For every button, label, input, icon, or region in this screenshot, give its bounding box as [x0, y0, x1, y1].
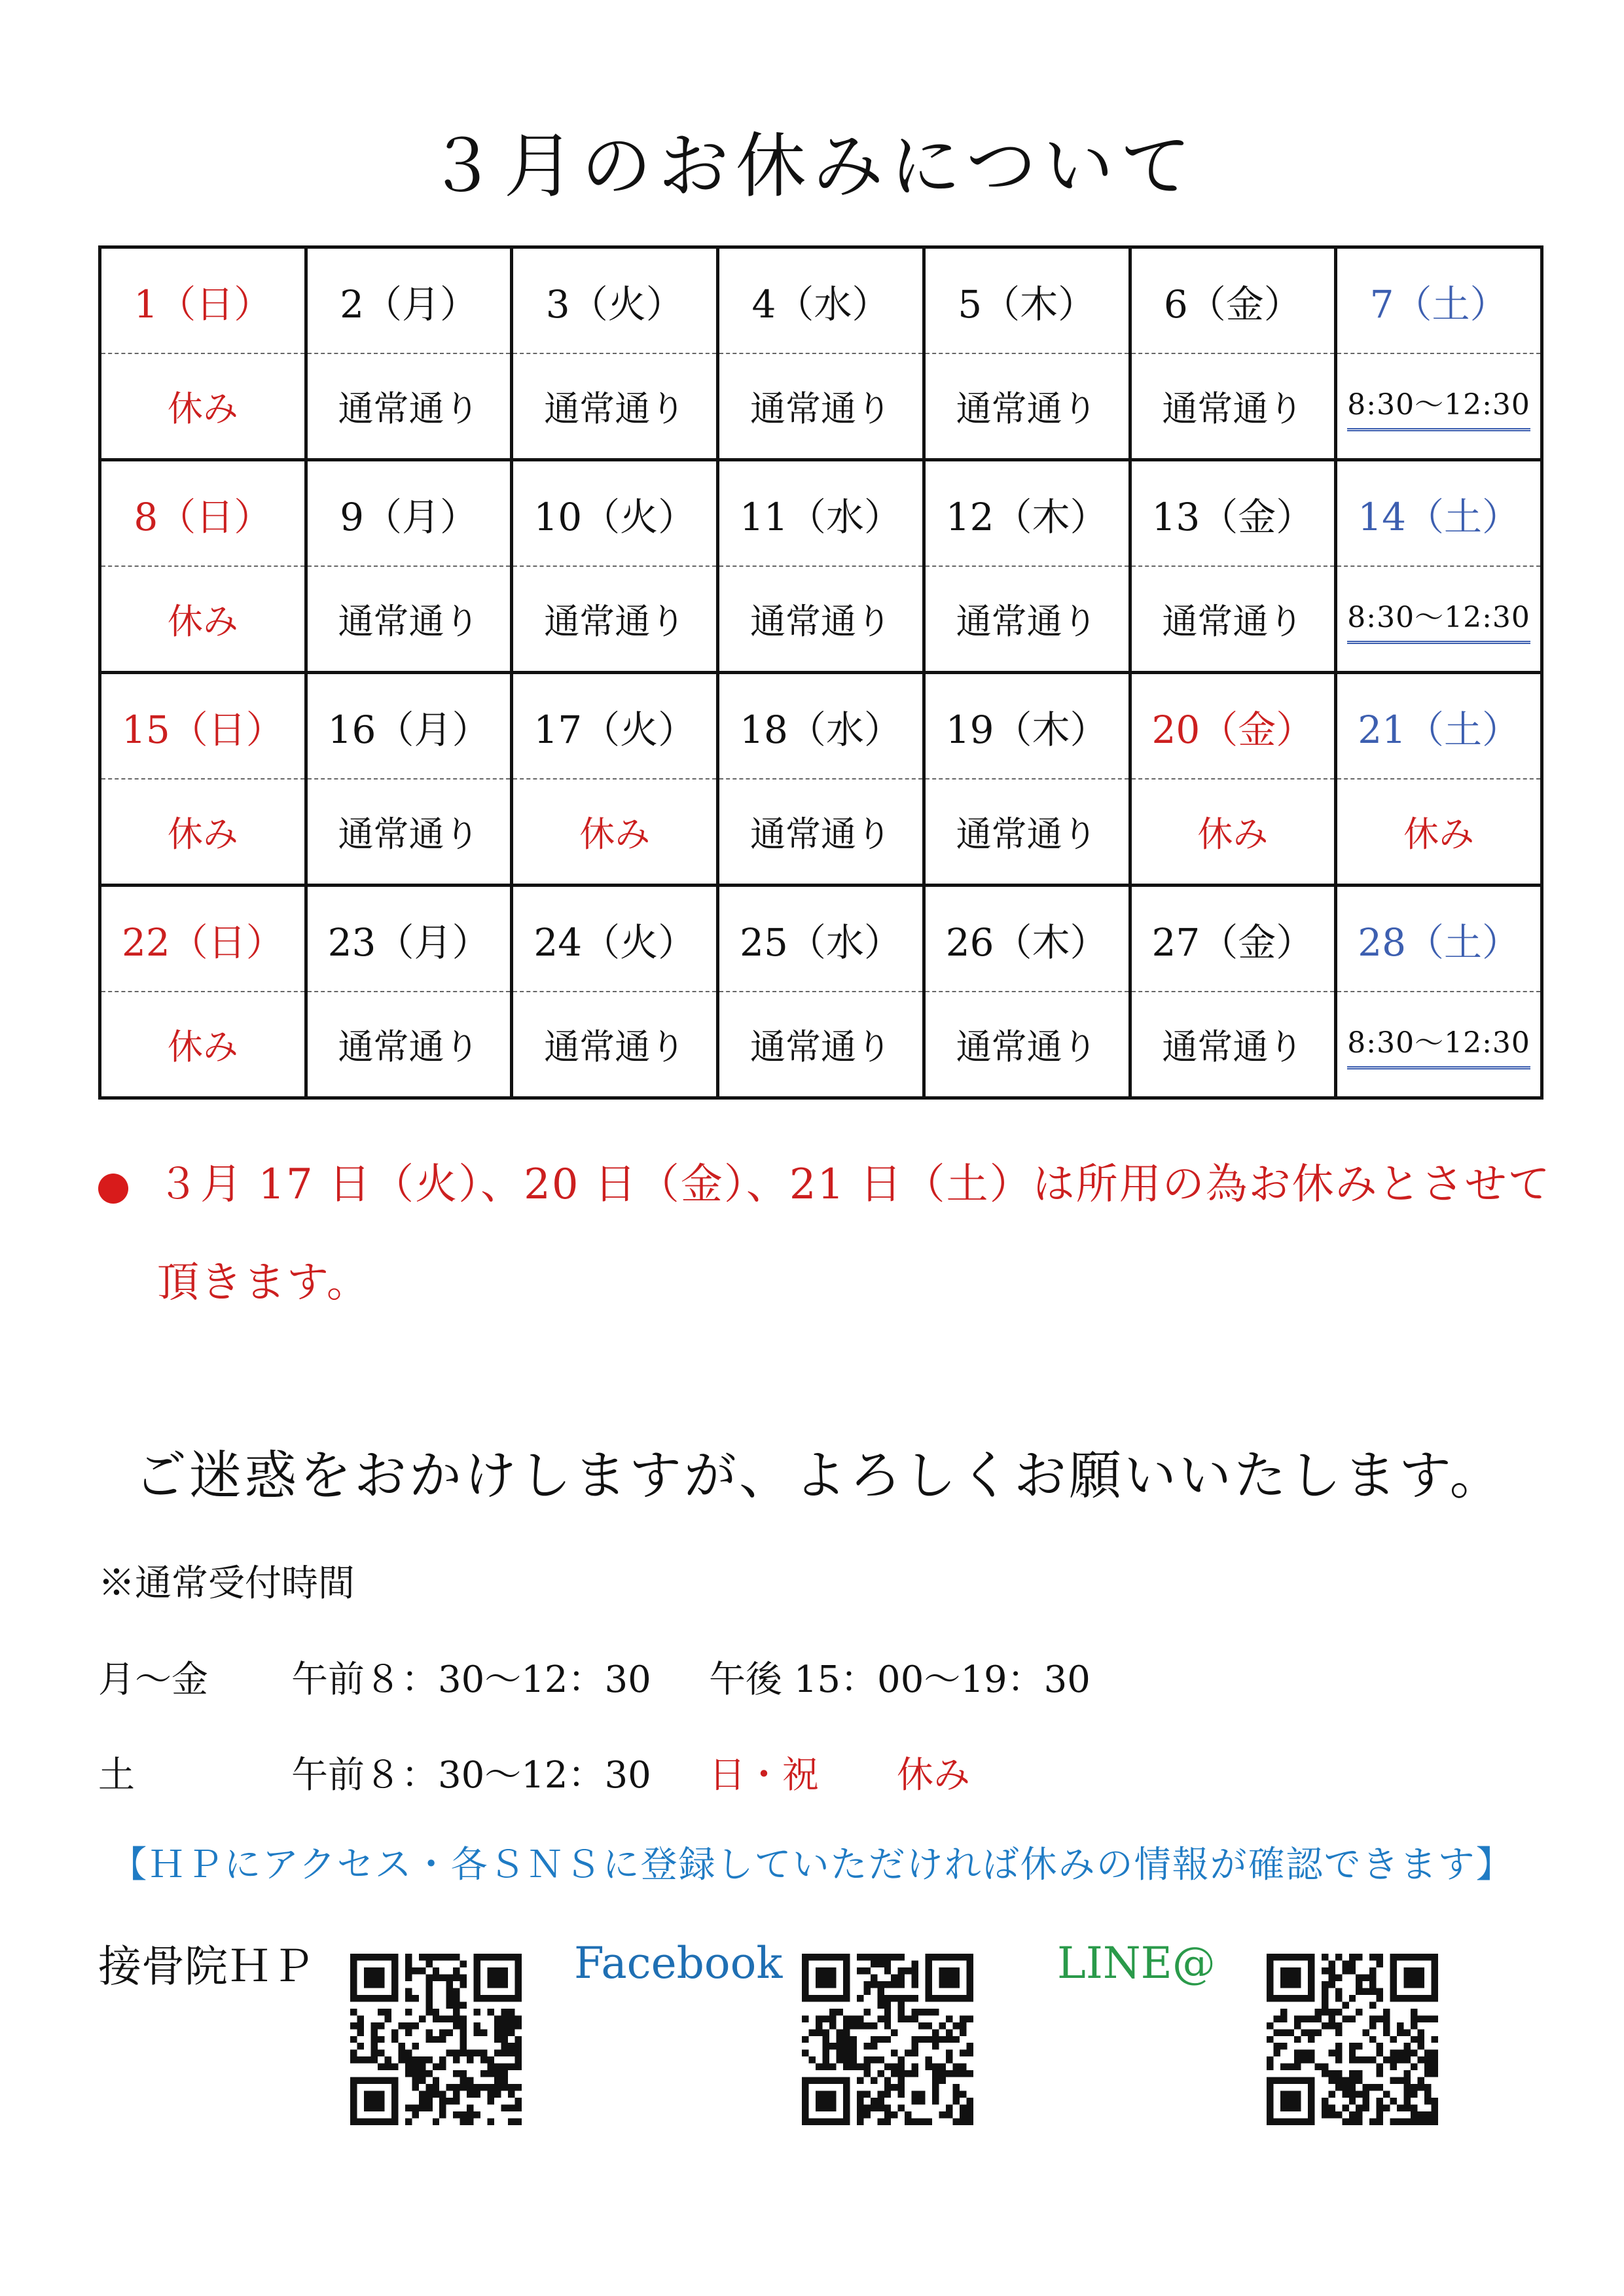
calendar-status-cell: 休み	[1336, 779, 1542, 886]
calendar-date-cell: 5（木）	[924, 247, 1130, 354]
line-label: LINE@	[1057, 1938, 1216, 1988]
calendar-date-cell: 13（金）	[1130, 460, 1336, 567]
sns-note: 【ＨＰにアクセス・各ＳＮＳに登録していただければ休みの情報が確認できます】	[110, 1844, 1514, 1886]
hours-heading: ※通常受付時間	[98, 1562, 355, 1605]
calendar-date-cell: 4（水）	[718, 247, 924, 354]
line-qr-code[interactable]	[1267, 1954, 1438, 2125]
calendar-status-cell: 休み	[100, 566, 306, 673]
calendar-date-cell: 26（木）	[924, 886, 1130, 992]
calendar-status-cell: 通常通り	[718, 779, 924, 886]
calendar-status-cell: 休み	[100, 992, 306, 1098]
calendar-date-cell: 2（月）	[306, 247, 512, 354]
calendar-status-cell	[1336, 566, 1542, 673]
calendar-status-cell: 通常通り	[306, 566, 512, 673]
calendar-date-cell: 23（月）	[306, 886, 512, 992]
calendar-status-cell: 通常通り	[1130, 992, 1336, 1098]
calendar-date-cell: 10（火）	[512, 460, 718, 567]
calendar-date-row	[100, 886, 1542, 992]
calendar-status-row	[100, 566, 1542, 673]
calendar-status-cell: 休み	[1130, 779, 1336, 886]
saturday-hours: 8:30～12:30	[1347, 594, 1530, 644]
calendar-status-cell: 通常通り	[1130, 353, 1336, 460]
holiday-status: 休み	[897, 1754, 970, 1797]
calendar-date-cell: 21（土）	[1336, 673, 1542, 780]
calendar-status-cell: 通常通り	[306, 353, 512, 460]
calendar-date-cell: 24（火）	[512, 886, 718, 992]
calendar-status-cell: 通常通り	[924, 779, 1130, 886]
calendar-status-row	[100, 992, 1542, 1098]
calendar-date-cell: 14（土）	[1336, 460, 1542, 567]
calendar-status-cell: 休み	[512, 779, 718, 886]
bullet-icon	[98, 1174, 128, 1204]
facebook-label: Facebook	[574, 1938, 783, 1988]
calendar-date-cell: 15（日）	[100, 673, 306, 780]
calendar-date-cell: 27（金）	[1130, 886, 1336, 992]
calendar-date-cell: 3（火）	[512, 247, 718, 354]
calendar-date-cell: 19（木）	[924, 673, 1130, 780]
calendar-date-cell: 16（月）	[306, 673, 512, 780]
calendar-status-cell: 通常通り	[512, 992, 718, 1098]
page-title: ３月のお休みについて	[426, 126, 1198, 207]
calendar-status-cell: 休み	[100, 353, 306, 460]
calendar-date-cell: 28（土）	[1336, 886, 1542, 992]
calendar-status-cell: 通常通り	[718, 566, 924, 673]
calendar-status-cell: 通常通り	[306, 992, 512, 1098]
calendar-date-cell: 18（水）	[718, 673, 924, 780]
calendar-date-row	[100, 673, 1542, 780]
hp-label: 接骨院ＨＰ	[98, 1941, 314, 1992]
saturday-label: 土	[98, 1754, 135, 1797]
calendar-date-cell: 20（金）	[1130, 673, 1336, 780]
calendar-date-cell: 22（日）	[100, 886, 306, 992]
calendar-date-row	[100, 247, 1542, 354]
calendar-status-row	[100, 779, 1542, 886]
calendar-status-cell: 通常通り	[306, 779, 512, 886]
apology-message: ご迷惑をおかけしますが、よろしくお願いいたします。	[134, 1445, 1505, 1506]
holiday-label: 日・祝	[709, 1754, 819, 1797]
calendar-status-cell: 通常通り	[512, 353, 718, 460]
calendar-status-cell	[1336, 992, 1542, 1098]
saturday-am-hours: 午前８：30～12：30	[291, 1754, 651, 1797]
calendar-date-cell: 6（金）	[1130, 247, 1336, 354]
calendar-status-cell: 通常通り	[718, 353, 924, 460]
facebook-qr-code[interactable]	[802, 1954, 973, 2125]
weekday-am-hours: 午前８：30～12：30	[291, 1659, 651, 1701]
calendar-date-cell: 1（日）	[100, 247, 306, 354]
calendar-date-cell: 17（火）	[512, 673, 718, 780]
calendar-status-cell: 休み	[100, 779, 306, 886]
calendar-date-cell: 9（月）	[306, 460, 512, 567]
calendar-status-cell: 通常通り	[924, 992, 1130, 1098]
calendar-status-cell: 通常通り	[1130, 566, 1336, 673]
calendar-status-cell: 通常通り	[924, 566, 1130, 673]
calendar-status-cell: 通常通り	[718, 992, 924, 1098]
calendar-status-row	[100, 353, 1542, 460]
holiday-calendar	[98, 245, 1543, 1100]
saturday-hours: 8:30～12:30	[1347, 1019, 1530, 1069]
calendar-date-row	[100, 460, 1542, 567]
weekday-label: 月～金	[98, 1659, 208, 1701]
calendar-date-cell: 12（木）	[924, 460, 1130, 567]
saturday-hours: 8:30～12:30	[1347, 381, 1530, 431]
calendar-date-cell: 11（水）	[718, 460, 924, 567]
calendar-status-cell: 通常通り	[924, 353, 1130, 460]
hp-qr-code[interactable]	[350, 1954, 522, 2125]
calendar-date-cell: 7（土）	[1336, 247, 1542, 354]
closure-notice: ３月 17 日（火）、20 日（金）、21 日（土）は所用の為お休みとさせて頂きます。	[157, 1160, 1551, 1307]
calendar-status-cell	[1336, 353, 1542, 460]
calendar-date-cell: 25（水）	[718, 886, 924, 992]
calendar-date-cell: 8（日）	[100, 460, 306, 567]
calendar-status-cell: 通常通り	[512, 566, 718, 673]
weekday-pm-hours: 午後 15：00～19：30	[709, 1659, 1091, 1701]
